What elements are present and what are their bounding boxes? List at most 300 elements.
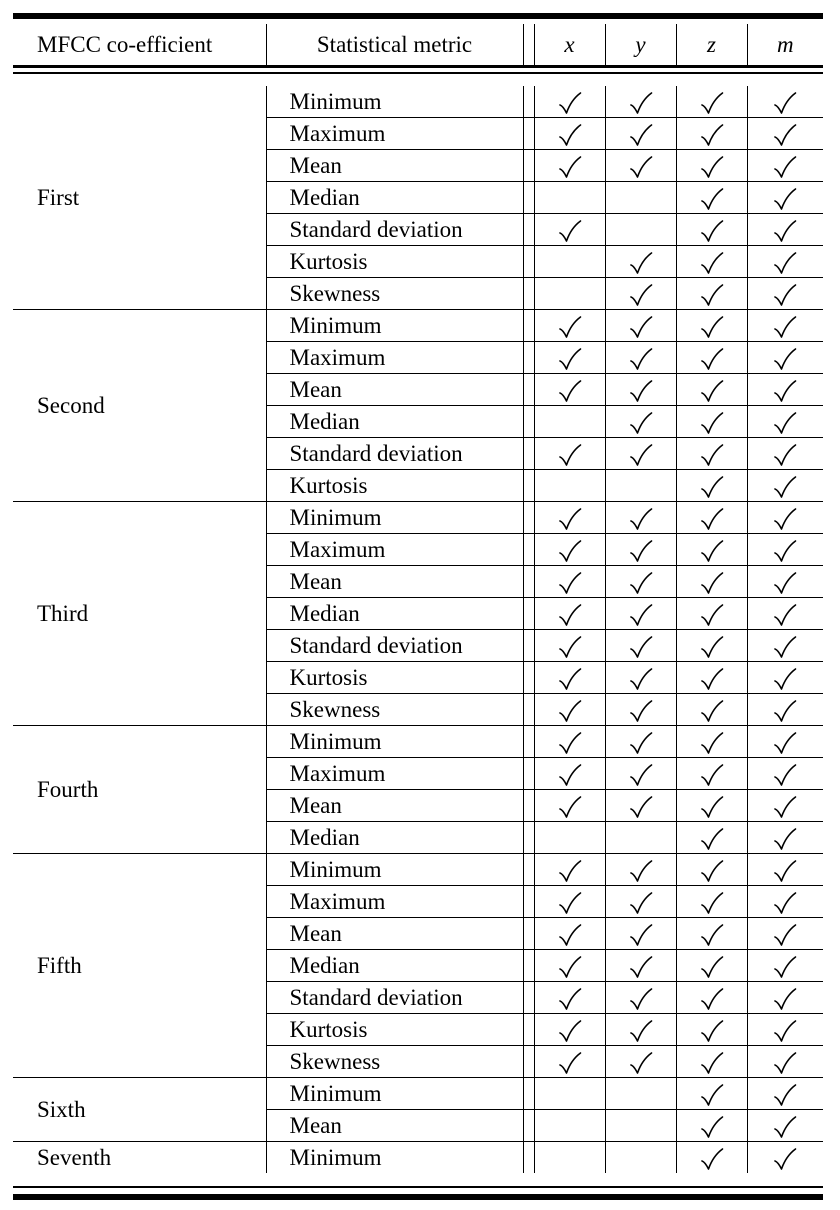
mark-cell-y	[605, 374, 676, 406]
checkmark-icon	[773, 987, 797, 1013]
mark-cell-z	[676, 86, 747, 118]
checkmark-icon	[773, 251, 797, 277]
mark-cell-x	[534, 278, 605, 310]
mark-cell-m	[747, 854, 823, 886]
column-separator	[523, 86, 534, 118]
column-separator	[523, 630, 534, 662]
checkmark-icon	[629, 123, 653, 149]
mark-cell-x	[534, 1110, 605, 1142]
metric-cell: Minimum	[266, 854, 523, 886]
checkmark-icon	[558, 123, 582, 149]
checkmark-icon	[700, 571, 724, 597]
column-separator	[523, 950, 534, 982]
mark-cell-x	[534, 662, 605, 694]
mark-cell-m	[747, 1142, 823, 1174]
checkmark-icon	[700, 923, 724, 949]
checkmark-icon	[558, 347, 582, 373]
coefficient-cell: Third	[13, 502, 266, 726]
checkmark-icon	[773, 1051, 797, 1077]
metric-cell: Median	[266, 406, 523, 438]
checkmark-icon	[558, 1019, 582, 1045]
checkmark-icon	[558, 923, 582, 949]
mark-cell-y	[605, 310, 676, 342]
mark-cell-m	[747, 758, 823, 790]
checkmark-icon	[700, 987, 724, 1013]
mark-cell-m	[747, 1078, 823, 1110]
checkmark-icon	[773, 539, 797, 565]
checkmark-icon	[700, 155, 724, 181]
column-separator	[523, 662, 534, 694]
mark-cell-y	[605, 438, 676, 470]
checkmark-icon	[700, 443, 724, 469]
checkmark-icon	[700, 1083, 724, 1109]
mark-cell-z	[676, 342, 747, 374]
checkmark-icon	[629, 603, 653, 629]
mark-cell-y	[605, 406, 676, 438]
metric-cell: Median	[266, 822, 523, 854]
metric-cell: Mean	[266, 566, 523, 598]
mark-cell-z	[676, 662, 747, 694]
mark-cell-y	[605, 950, 676, 982]
metric-cell: Maximum	[266, 886, 523, 918]
checkmark-icon	[558, 667, 582, 693]
metric-cell: Standard deviation	[266, 982, 523, 1014]
checkmark-icon	[700, 891, 724, 917]
checkmark-icon	[700, 795, 724, 821]
mark-cell-z	[676, 1046, 747, 1078]
checkmark-icon	[629, 923, 653, 949]
mark-cell-x	[534, 246, 605, 278]
coefficient-cell: Fifth	[13, 854, 266, 1078]
checkmark-icon	[558, 603, 582, 629]
column-separator	[523, 310, 534, 342]
mark-cell-z	[676, 310, 747, 342]
coefficient-cell: Second	[13, 310, 266, 502]
checkmark-icon	[629, 379, 653, 405]
table-row	[13, 726, 823, 758]
checkmark-icon	[773, 571, 797, 597]
checkmark-icon	[558, 987, 582, 1013]
mark-cell-z	[676, 470, 747, 502]
mark-cell-x	[534, 790, 605, 822]
mark-cell-x	[534, 726, 605, 758]
mark-cell-z	[676, 1110, 747, 1142]
mark-cell-y	[605, 1078, 676, 1110]
mark-cell-z	[676, 886, 747, 918]
mark-cell-x	[534, 886, 605, 918]
header-axis-z: z	[676, 24, 747, 66]
mark-cell-m	[747, 86, 823, 118]
checkmark-icon	[700, 955, 724, 981]
mark-cell-z	[676, 726, 747, 758]
table-bottom-rule-thick	[13, 1194, 823, 1200]
mark-cell-y	[605, 182, 676, 214]
table-row	[13, 1078, 823, 1110]
checkmark-icon	[700, 475, 724, 501]
column-separator	[523, 726, 534, 758]
checkmark-icon	[558, 219, 582, 245]
column-separator	[523, 1046, 534, 1078]
mark-cell-x	[534, 342, 605, 374]
checkmark-icon	[773, 283, 797, 309]
mark-cell-z	[676, 566, 747, 598]
metric-cell: Mean	[266, 1110, 523, 1142]
checkmark-icon	[558, 635, 582, 661]
mark-cell-z	[676, 950, 747, 982]
metric-cell: Mean	[266, 150, 523, 182]
header-axis-x: x	[534, 24, 605, 66]
metric-cell: Maximum	[266, 758, 523, 790]
column-separator	[523, 886, 534, 918]
checkmark-icon	[700, 219, 724, 245]
checkmark-icon	[629, 795, 653, 821]
header-rule-thin	[13, 72, 823, 74]
checkmark-icon	[558, 731, 582, 757]
mark-cell-m	[747, 214, 823, 246]
mark-cell-y	[605, 214, 676, 246]
mark-cell-m	[747, 470, 823, 502]
metric-cell: Minimum	[266, 1078, 523, 1110]
coefficient-cell: Seventh	[13, 1142, 266, 1174]
table-row	[13, 86, 823, 118]
checkmark-icon	[773, 603, 797, 629]
checkmark-icon	[773, 1147, 797, 1173]
metric-cell: Mean	[266, 374, 523, 406]
metric-cell: Kurtosis	[266, 246, 523, 278]
checkmark-icon	[558, 699, 582, 725]
checkmark-icon	[773, 923, 797, 949]
header-metric: Statistical metric	[266, 24, 523, 66]
mark-cell-m	[747, 790, 823, 822]
mark-cell-x	[534, 1046, 605, 1078]
checkmark-icon	[700, 859, 724, 885]
mark-cell-y	[605, 470, 676, 502]
mark-cell-z	[676, 406, 747, 438]
metric-cell: Minimum	[266, 726, 523, 758]
mark-cell-z	[676, 854, 747, 886]
mark-cell-x	[534, 534, 605, 566]
checkmark-icon	[558, 763, 582, 789]
checkmark-icon	[700, 603, 724, 629]
checkmark-icon	[558, 155, 582, 181]
checkmark-icon	[773, 91, 797, 117]
column-separator	[523, 566, 534, 598]
mark-cell-y	[605, 1046, 676, 1078]
checkmark-icon	[629, 987, 653, 1013]
table-header	[13, 24, 823, 66]
mark-cell-z	[676, 790, 747, 822]
metric-cell: Minimum	[289, 1145, 382, 1170]
mark-cell-z	[676, 918, 747, 950]
checkmark-icon	[558, 955, 582, 981]
mark-cell-m	[747, 1110, 823, 1142]
mark-cell-z	[676, 150, 747, 182]
mark-cell-z	[676, 630, 747, 662]
mark-cell-x	[534, 310, 605, 342]
checkmark-icon	[700, 347, 724, 373]
mark-cell-m	[747, 918, 823, 950]
checkmark-icon	[773, 1115, 797, 1141]
table-row	[13, 502, 823, 534]
checkmark-icon	[558, 443, 582, 469]
mark-cell-x	[534, 630, 605, 662]
mark-cell-y	[605, 598, 676, 630]
checkmark-icon	[558, 379, 582, 405]
mark-cell-m	[747, 694, 823, 726]
mark-cell-m	[747, 1014, 823, 1046]
checkmark-icon	[558, 315, 582, 341]
column-separator	[523, 854, 534, 886]
checkmark-icon	[700, 763, 724, 789]
mark-cell-x	[534, 1014, 605, 1046]
checkmark-icon	[773, 731, 797, 757]
checkmark-icon	[700, 827, 724, 853]
checkmark-icon	[700, 731, 724, 757]
checkmark-icon	[700, 1147, 724, 1173]
mark-cell-x	[534, 182, 605, 214]
checkmark-icon	[700, 667, 724, 693]
column-separator	[523, 598, 534, 630]
checkmark-icon	[773, 667, 797, 693]
mark-cell-m	[747, 182, 823, 214]
checkmark-icon	[700, 635, 724, 661]
metric-cell: Kurtosis	[266, 1014, 523, 1046]
checkmark-icon	[629, 507, 653, 533]
checkmark-icon	[629, 955, 653, 981]
coefficient-cell: Sixth	[13, 1078, 266, 1142]
mark-cell-x	[534, 502, 605, 534]
column-separator	[523, 534, 534, 566]
mark-cell-m	[747, 1046, 823, 1078]
mark-cell-z	[676, 982, 747, 1014]
mark-cell-y	[605, 662, 676, 694]
checkmark-icon	[773, 475, 797, 501]
column-separator	[523, 118, 534, 150]
column-separator	[523, 918, 534, 950]
mark-cell-m	[747, 438, 823, 470]
checkmark-icon	[700, 1115, 724, 1141]
column-separator	[523, 374, 534, 406]
checkmark-icon	[773, 155, 797, 181]
metric-cell: Kurtosis	[266, 662, 523, 694]
checkmark-icon	[700, 1019, 724, 1045]
column-separator	[523, 822, 534, 854]
mark-cell-m	[747, 150, 823, 182]
mark-cell-z	[676, 822, 747, 854]
mark-cell-z	[676, 694, 747, 726]
mark-cell-y	[605, 1014, 676, 1046]
checkmark-icon	[773, 507, 797, 533]
mark-cell-y	[605, 1142, 676, 1174]
metric-cell: Kurtosis	[266, 470, 523, 502]
checkmark-icon	[700, 187, 724, 213]
mark-cell-y	[605, 982, 676, 1014]
coefficient-cell: First	[13, 86, 266, 310]
mark-cell-x	[534, 758, 605, 790]
column-separator	[523, 1142, 534, 1174]
mark-cell-y	[605, 694, 676, 726]
checkmark-icon	[773, 411, 797, 437]
metric-cell: Mean	[266, 790, 523, 822]
checkmark-icon	[558, 91, 582, 117]
mark-cell-y	[605, 854, 676, 886]
mark-cell-z	[676, 214, 747, 246]
mark-cell-y	[605, 1110, 676, 1142]
checkmark-icon	[629, 283, 653, 309]
checkmark-icon	[700, 411, 724, 437]
mark-cell-m	[747, 310, 823, 342]
checkmark-icon	[773, 763, 797, 789]
mark-cell-x	[534, 214, 605, 246]
metric-cell: Mean	[266, 918, 523, 950]
header-axis-y: y	[605, 24, 676, 66]
mark-cell-y	[605, 790, 676, 822]
mark-cell-x	[534, 982, 605, 1014]
column-separator	[523, 1110, 534, 1142]
checkmark-icon	[700, 539, 724, 565]
checkmark-icon	[558, 571, 582, 597]
mark-cell-y	[605, 886, 676, 918]
mark-cell-y	[605, 502, 676, 534]
mark-cell-m	[747, 534, 823, 566]
mark-cell-y	[605, 246, 676, 278]
mark-cell-x	[534, 918, 605, 950]
mark-cell-m	[747, 342, 823, 374]
mark-cell-y	[605, 342, 676, 374]
table-rows	[13, 86, 823, 1173]
mark-cell-x	[534, 854, 605, 886]
mark-cell-z	[676, 598, 747, 630]
header-rule-thick	[13, 65, 823, 68]
checkmark-icon	[629, 251, 653, 277]
checkmark-icon	[629, 859, 653, 885]
mark-cell-y	[605, 86, 676, 118]
mark-cell-z	[676, 1078, 747, 1110]
mark-cell-x	[534, 822, 605, 854]
mark-cell-m	[747, 566, 823, 598]
mark-cell-m	[747, 726, 823, 758]
table-bottom-rule-thin	[13, 1186, 823, 1188]
mark-cell-x	[534, 694, 605, 726]
checkmark-icon	[773, 955, 797, 981]
checkmark-icon	[773, 443, 797, 469]
mark-cell-y	[605, 918, 676, 950]
metric-cell: Maximum	[266, 534, 523, 566]
metric-cell: Median	[266, 598, 523, 630]
checkmark-icon	[700, 699, 724, 725]
column-separator	[523, 790, 534, 822]
mark-cell-m	[747, 950, 823, 982]
mark-cell-z	[676, 1014, 747, 1046]
table-row	[13, 1142, 823, 1174]
metric-cell: Median	[266, 182, 523, 214]
metric-cell: Skewness	[266, 1046, 523, 1078]
checkmark-icon	[700, 1051, 724, 1077]
metric-cell: Maximum	[266, 118, 523, 150]
mark-cell-x	[534, 438, 605, 470]
table-body	[13, 86, 823, 1173]
mark-cell-m	[747, 630, 823, 662]
column-separator	[523, 406, 534, 438]
mark-cell-m	[747, 982, 823, 1014]
metric-cell: Minimum	[266, 502, 523, 534]
mark-cell-x	[534, 950, 605, 982]
checkmark-icon	[773, 827, 797, 853]
checkmark-icon	[629, 411, 653, 437]
mark-cell-x	[534, 86, 605, 118]
column-separator	[523, 1014, 534, 1046]
metric-cell: Standard deviation	[266, 214, 523, 246]
mark-cell-y	[605, 630, 676, 662]
checkmark-icon	[700, 507, 724, 533]
checkmark-icon	[629, 315, 653, 341]
mark-cell-z	[676, 534, 747, 566]
header-coefficient: MFCC co-efficient	[13, 24, 266, 66]
table-row	[13, 854, 823, 886]
mark-cell-y	[605, 118, 676, 150]
mark-cell-z	[676, 758, 747, 790]
mark-cell-m	[747, 822, 823, 854]
metric-cell: Standard deviation	[266, 630, 523, 662]
mark-cell-m	[747, 502, 823, 534]
mark-cell-y	[605, 726, 676, 758]
checkmark-icon	[558, 507, 582, 533]
header-axis-m: m	[776, 32, 794, 57]
checkmark-icon	[629, 891, 653, 917]
column-separator	[523, 342, 534, 374]
checkmark-icon	[700, 251, 724, 277]
coefficient-cell: Fourth	[13, 726, 266, 854]
mark-cell-z	[676, 182, 747, 214]
checkmark-icon	[773, 795, 797, 821]
mark-cell-y	[605, 278, 676, 310]
column-separator	[523, 982, 534, 1014]
metric-cell: Standard deviation	[266, 438, 523, 470]
mark-cell-z	[676, 438, 747, 470]
column-separator	[523, 246, 534, 278]
column-separator	[523, 438, 534, 470]
checkmark-icon	[629, 667, 653, 693]
checkmark-icon	[629, 731, 653, 757]
mark-cell-x	[534, 406, 605, 438]
mark-cell-z	[676, 246, 747, 278]
mark-cell-y	[605, 822, 676, 854]
table-top-rule	[13, 13, 823, 19]
mark-cell-m	[747, 886, 823, 918]
mark-cell-z	[676, 374, 747, 406]
checkmark-icon	[558, 859, 582, 885]
mark-cell-m	[747, 246, 823, 278]
checkmark-icon	[700, 315, 724, 341]
checkmark-icon	[773, 315, 797, 341]
checkmark-icon	[629, 1051, 653, 1077]
checkmark-icon	[700, 283, 724, 309]
mark-cell-y	[605, 534, 676, 566]
column-separator	[523, 182, 534, 214]
checkmark-icon	[773, 379, 797, 405]
header-separator	[523, 24, 534, 66]
mark-cell-m	[747, 662, 823, 694]
checkmark-icon	[773, 635, 797, 661]
mark-cell-z	[676, 1142, 747, 1174]
mark-cell-m	[747, 118, 823, 150]
mark-cell-m	[747, 278, 823, 310]
checkmark-icon	[773, 859, 797, 885]
header-row	[13, 24, 823, 66]
column-separator	[523, 502, 534, 534]
column-separator	[523, 1078, 534, 1110]
checkmark-icon	[558, 891, 582, 917]
